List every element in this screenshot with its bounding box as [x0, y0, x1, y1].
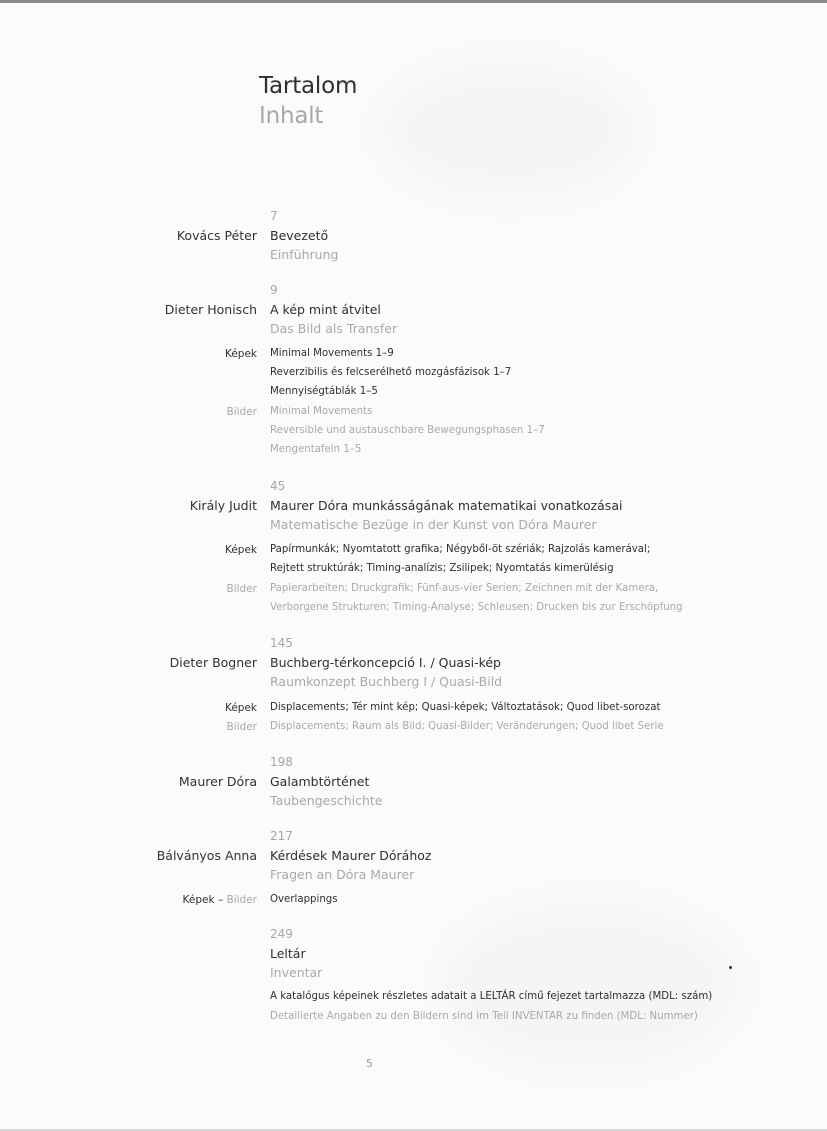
page-number: 5 [366, 1057, 373, 1070]
entry-page-number: 9 [270, 283, 278, 297]
kepek-label: Képek [224, 348, 257, 360]
entry-page-number: 7 [270, 209, 278, 223]
bilder-label: Bilder [226, 583, 257, 595]
works-list-item-german: Verborgene Strukturen; Timing-Analyse; Schleusen; Drucken bis zur Erschöpfung [270, 602, 683, 613]
scan-shadow [440, 900, 740, 1070]
entry-title-german: Einführung [270, 247, 339, 262]
inventory-note-german: Detailierte Angaben zu den Bildern sind im Teil INVENTAR zu finden (MDL: Nummer) [270, 1011, 698, 1022]
kepek-label: Képek [224, 702, 257, 714]
entry-title-hungarian: Kérdések Maurer Dórához [270, 848, 432, 863]
kepek-label: Képek – [182, 894, 224, 906]
works-list-item-hungarian: Displacements; Tér mint kép; Quasi-képek; Változtatások; Quod libet-sorozat [270, 702, 661, 713]
bilder-label: Bilder [226, 406, 257, 418]
bilder-label: Bilder [226, 721, 257, 733]
scan-speck [729, 966, 732, 969]
works-list-item-german: Minimal Movements [270, 406, 373, 417]
scan-shadow [380, 60, 640, 200]
entry-page-number: 198 [270, 755, 293, 769]
inventory-title-hungarian: Leltár [270, 946, 306, 961]
entry-author: Maurer Dóra [178, 774, 257, 789]
works-list-item-hungarian: Rejtett struktúrák; Timing-analízis; Zsilipek; Nyomtatás kimerülésig [270, 563, 614, 574]
works-list-item-hungarian: Mennyiségtáblák 1–5 [270, 386, 378, 397]
works-list-item-german: Papierarbeiten; Druckgrafik; Fünf-aus-vier Serien; Zeichnen mit der Kamera, [270, 583, 659, 594]
overlappings-title: Overlappings [270, 894, 338, 905]
works-list-item-hungarian: Minimal Movements 1–9 [270, 348, 394, 359]
entry-page-number: 45 [270, 479, 286, 493]
overlappings-label [183, 894, 257, 906]
entry-page-number: 145 [270, 636, 293, 650]
entry-title-german: Matematische Bezüge in der Kunst von Dóra Maurer [270, 517, 597, 532]
entry-title-german: Das Bild als Transfer [270, 321, 398, 336]
inventory-note-hungarian: A katalógus képeinek részletes adatait a LELTÁR című fejezet tartalmazza (MDL: szám) [270, 991, 713, 1002]
entry-title-hungarian: Maurer Dóra munkásságának matematikai vonatkozásai [270, 498, 623, 513]
entry-author: Király Judit [189, 498, 257, 513]
kepek-label: Képek [224, 544, 257, 556]
inventory-title-german: Inventar [270, 965, 323, 980]
entry-author: Kovács Péter [176, 228, 257, 243]
bilder-label: Bilder [226, 894, 257, 906]
works-list-item-hungarian: Reverzibilis és felcserélhető mozgásfázisok 1–7 [270, 367, 512, 378]
entry-author: Bálványos Anna [156, 848, 257, 863]
entry-title-hungarian: Bevezető [270, 228, 329, 243]
entry-title-hungarian: A kép mint átvitel [270, 302, 381, 317]
title-hungarian: Tartalom [259, 73, 358, 99]
entry-title-hungarian: Galambtörténet [270, 774, 370, 789]
entry-title-hungarian: Buchberg-térkoncepció I. / Quasi-kép [270, 655, 501, 670]
works-list-item-german: Reversible und austauschbare Bewegungsphasen 1–7 [270, 425, 545, 436]
works-list-item-german: Displacements; Raum als Bild; Quasi-Bilder; Veränderungen; Quod libet Serie [270, 721, 664, 732]
entry-page-number: 217 [270, 829, 293, 843]
inventory-page-number: 249 [270, 927, 293, 941]
title-german: Inhalt [259, 103, 324, 129]
entry-title-german: Taubengeschichte [270, 793, 383, 808]
entry-title-german: Fragen an Dóra Maurer [270, 867, 415, 882]
scan-top-edge [0, 0, 827, 3]
entry-author: Dieter Bogner [169, 655, 257, 670]
works-list-item-hungarian: Papírmunkák; Nyomtatott grafika; Négyből-öt szériák; Rajzolás kamerával; [270, 544, 651, 555]
entry-title-german: Raumkonzept Buchberg I / Quasi-Bild [270, 674, 503, 689]
entry-author: Dieter Honisch [164, 302, 257, 317]
works-list-item-german: Mengentafeln 1–5 [270, 444, 362, 455]
